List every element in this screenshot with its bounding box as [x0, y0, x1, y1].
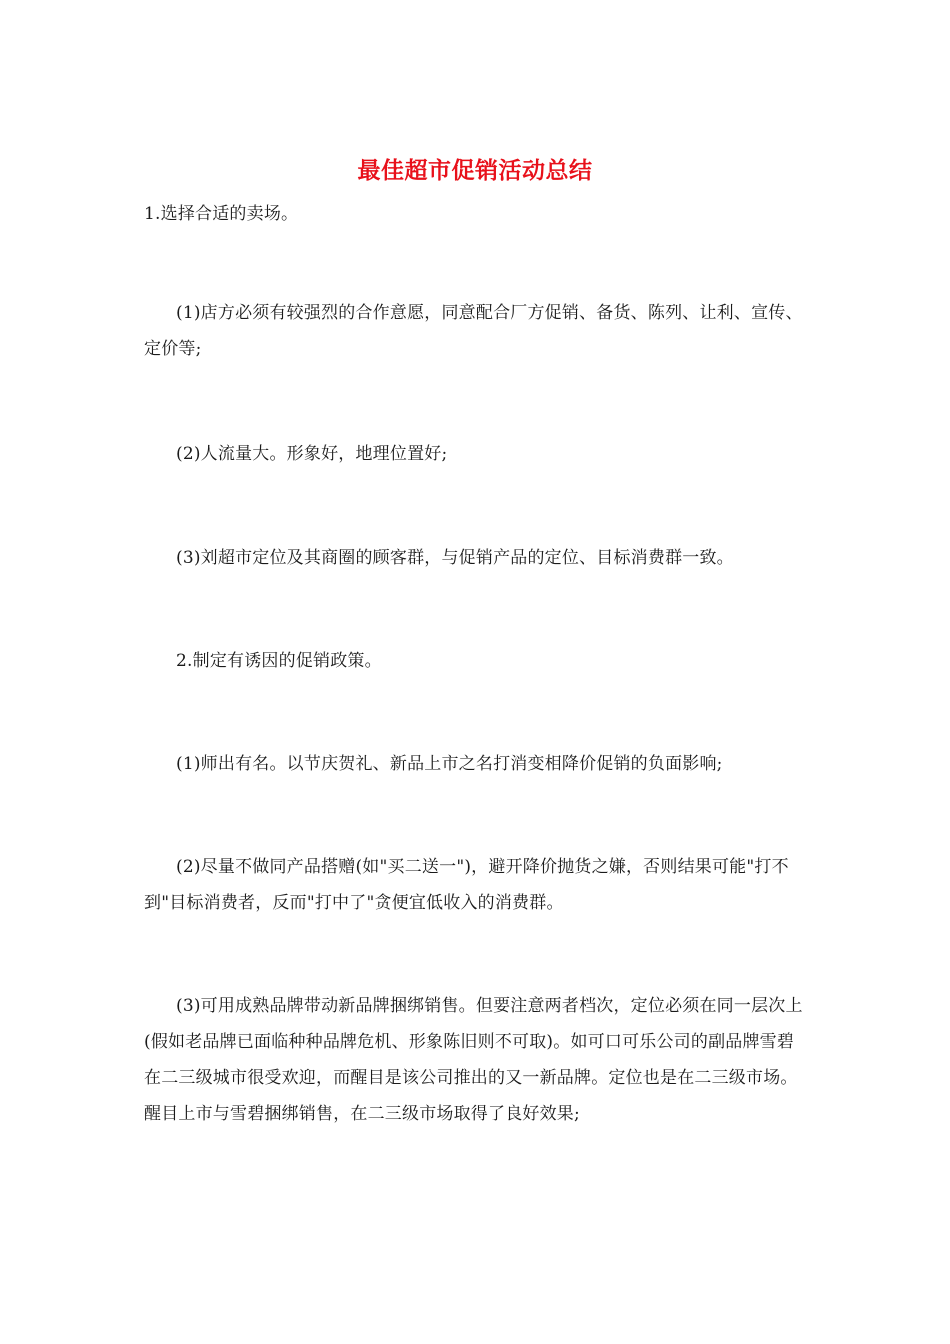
paragraph-1-3: (3)刘超市定位及其商圈的顾客群，与促销产品的定位、目标消费群一致。 [176, 548, 734, 568]
paragraph-section-2-heading: 2.制定有诱因的促销政策。 [176, 651, 382, 671]
paragraph-2-3: (3)可用成熟品牌带动新品牌捆绑销售。但要注意两者档次，定位必须在同一层次上(假如老品牌已面临种种品牌危机、形象陈旧则不可取)。如可口可乐公司的副品牌雪碧在二三级城市很受欢迎，而醒目是该公司推出的又一新品牌。定位也是在二三级市场。醒目上市与雪碧捆绑销售，在二三级市场取得了良好效果; [144, 996, 803, 1124]
paragraph-section-1-heading: 1.选择合适的卖场。 [144, 204, 299, 224]
paragraph-1-2: (2)人流量大。形象好，地理位置好; [176, 444, 448, 464]
paragraph-2-2: (2)尽量不做同产品搭赠(如"买二送一")，避开降价抛货之嫌，否则结果可能"打不到"目标消费者，反而"打中了"贪便宜低收入的消费群。 [144, 857, 789, 913]
paragraph-1-1: (1)店方必须有较强烈的合作意愿，同意配合厂方促销、备货、陈列、让利、宣传、定价等; [144, 303, 803, 359]
document-title: 最佳超市促销活动总结 [357, 157, 593, 184]
paragraph-2-1: (1)师出有名。以节庆贺礼、新品上市之名打消变相降价促销的负面影响; [176, 754, 723, 774]
